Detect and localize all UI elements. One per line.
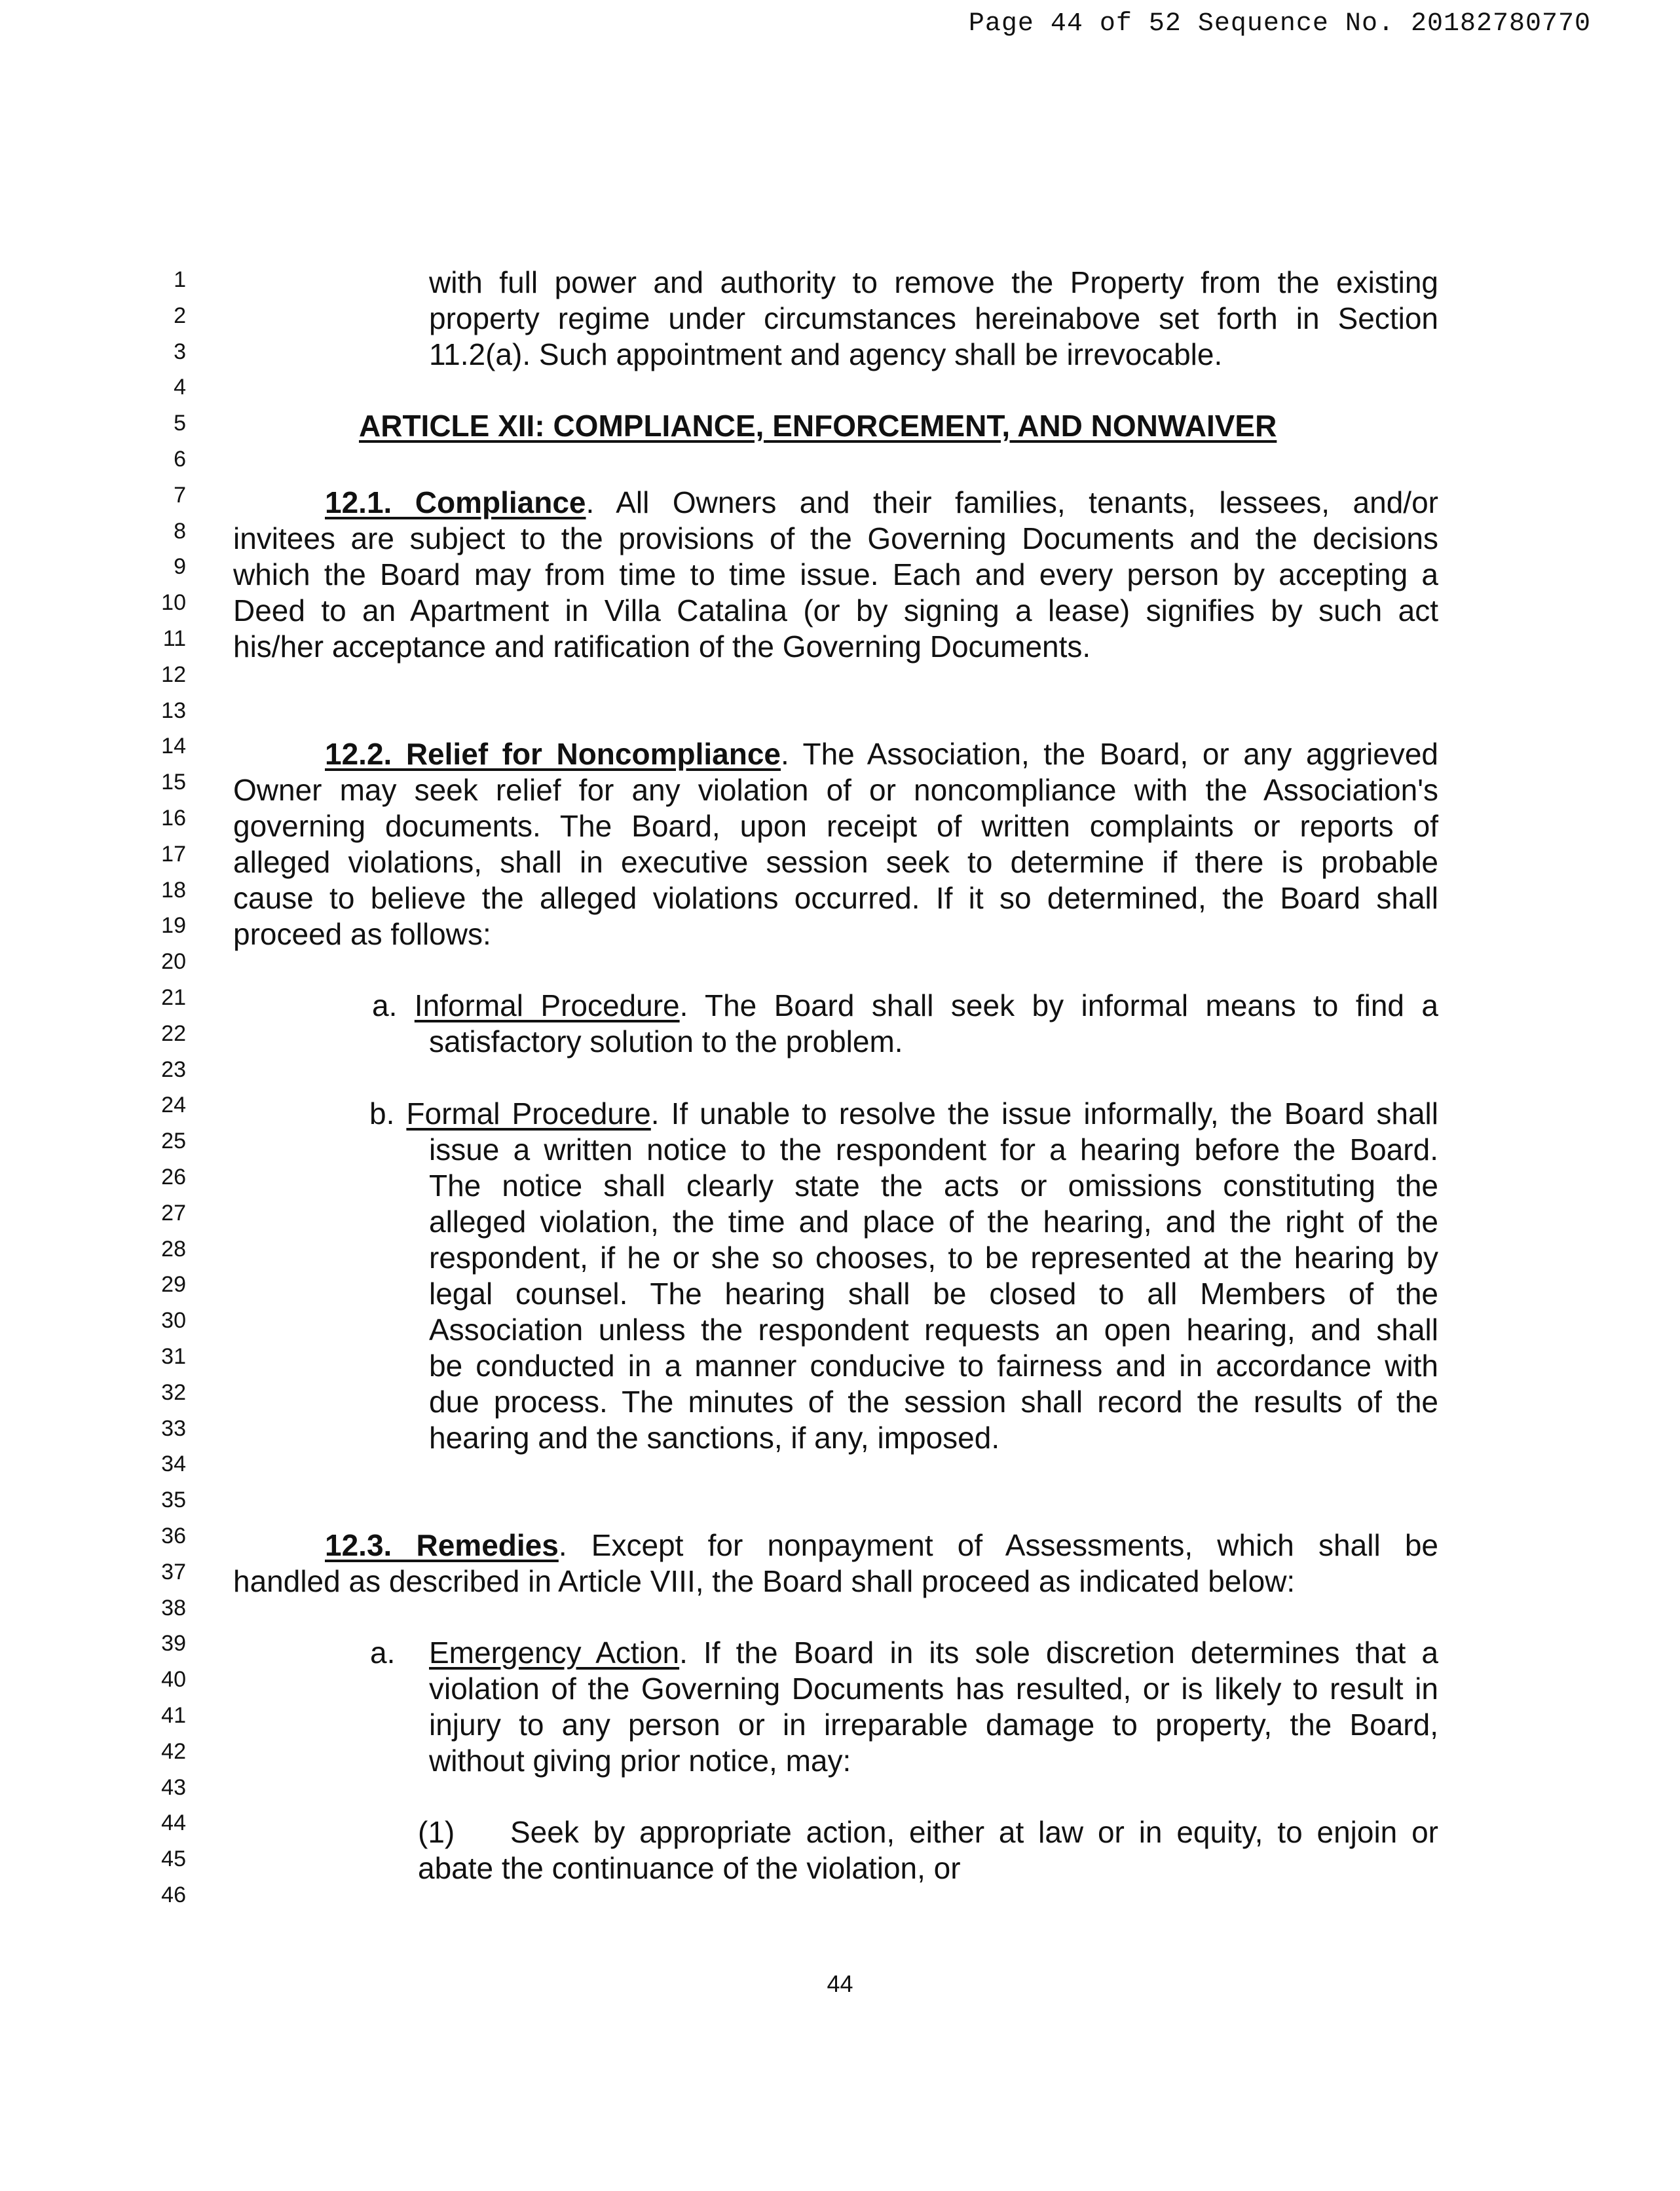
subsection-title: Emergency Action [429, 1636, 680, 1670]
line-number: 12 [161, 662, 186, 687]
line-number: 42 [161, 1738, 186, 1764]
line-number: 37 [161, 1559, 186, 1584]
text-line: legal counsel. The hearing shall be closed to all Members of the [429, 1277, 1438, 1311]
line-number: 2 [174, 303, 186, 328]
text-line: alleged violations, shall in executive session seek to determine if there is probable [233, 845, 1438, 879]
text-line: cause to believe the alleged violations occurred. If it so determined, the Board shall [233, 881, 1438, 915]
text-line: with full power and authority to remove the Property from the existing [429, 265, 1438, 299]
text-line: invitees are subject to the provisions of the Governing Documents and the decisions [233, 521, 1438, 555]
text-line: due process. The minutes of the session shall record the results of the [429, 1385, 1438, 1419]
line-number: 15 [161, 770, 186, 795]
line-number: 30 [161, 1308, 186, 1334]
text-line: Deed to an Apartment in Villa Catalina (or by signing a lease) signifies by such act [233, 593, 1438, 627]
line-number: 1 [174, 267, 186, 292]
text-line: his/her acceptance and ratification of the Governing Documents. [233, 629, 1091, 664]
line-number: 27 [161, 1200, 186, 1226]
text-line: Association unless the respondent requests an open hearing, and shall [429, 1313, 1438, 1347]
line-number: 21 [161, 985, 186, 1010]
line-number: 33 [161, 1415, 186, 1441]
list-item-first-line: Emergency Action. If the Board in its sole discretion determines that a [429, 1636, 1438, 1670]
line-number: 3 [174, 339, 186, 364]
line-number: 6 [174, 447, 186, 472]
section-heading: 12.2. Relief for Noncompliance [325, 737, 781, 771]
line-number: 22 [161, 1021, 186, 1046]
line-number: 10 [161, 590, 186, 616]
text-line: handled as described in Article VIII, the Board shall proceed as indicated below: [233, 1564, 1296, 1598]
section-heading: 12.3. Remedies [325, 1528, 559, 1562]
line-number: 40 [161, 1667, 186, 1693]
line-number: 19 [161, 913, 186, 939]
text-line: property regime under circumstances hereinabove set forth in Section [429, 301, 1438, 335]
line-number: 7 [174, 482, 186, 508]
line-number: 8 [174, 518, 186, 544]
text-line: respondent, if he or she so chooses, to be represented at the hearing by [429, 1241, 1438, 1275]
line-number: 41 [161, 1703, 186, 1728]
line-number: 34 [161, 1451, 186, 1477]
line-number: 29 [161, 1272, 186, 1298]
line-number: 28 [161, 1236, 186, 1262]
line-number: 26 [161, 1165, 186, 1189]
text-line: Owner may seek relief for any violation of or noncompliance with the Association's [233, 773, 1438, 807]
list-item-first-line: b. Formal Procedure. If unable to resolve the issue informally, the Board shall [369, 1096, 1438, 1131]
text-line: governing documents. The Board, upon receipt of written complaints or reports of [233, 809, 1438, 843]
line-number: 38 [161, 1595, 186, 1620]
line-number: 45 [161, 1846, 186, 1872]
list-marker: a. [370, 1636, 396, 1670]
text-line: injury to any person or in irreparable damage to property, the Board, [429, 1708, 1438, 1742]
line-number: 43 [161, 1774, 186, 1800]
line-number: 14 [161, 734, 186, 759]
page-header: Page 44 of 52 Sequence No. 20182780770 [968, 9, 1591, 39]
text-line: 11.2(a). Such appointment and agency shall be irrevocable. [429, 337, 1223, 371]
line-number: 36 [161, 1524, 186, 1548]
line-number: 31 [161, 1344, 186, 1369]
line-number: 18 [161, 877, 186, 903]
line-number: 5 [174, 411, 186, 436]
section-heading: 12.1. Compliance [325, 485, 586, 519]
text-line: satisfactory solution to the problem. [429, 1024, 903, 1058]
text-line: alleged violation, the time and place of the hearing, and the right of the [429, 1205, 1438, 1239]
text-line: violation of the Governing Documents has resulted, or is likely to result in [429, 1672, 1438, 1706]
line-number: 39 [161, 1631, 186, 1657]
section-first-line: 12.1. Compliance. All Owners and their families, tenants, lessees, and/or [325, 485, 1438, 519]
text-line: proceed as follows: [233, 917, 491, 951]
line-number: 4 [174, 375, 186, 400]
line-number: 44 [161, 1810, 186, 1836]
line-number: 20 [161, 949, 186, 975]
article-title: ARTICLE XII: COMPLIANCE, ENFORCEMENT, AND NONWAIVER [359, 409, 1277, 443]
line-number: 13 [161, 698, 186, 723]
line-number: 16 [161, 806, 186, 831]
line-number: 25 [161, 1129, 186, 1154]
list-marker: (1) [418, 1815, 455, 1849]
list-item-first-line: a. Informal Procedure. The Board shall seek by informal means to find a [372, 988, 1438, 1022]
text-line: hearing and the sanctions, if any, imposed. [429, 1421, 1000, 1455]
line-number: 23 [161, 1057, 186, 1082]
section-first-line: 12.3. Remedies. Except for nonpayment of Assessments, which shall be [325, 1528, 1439, 1562]
text-line: be conducted in a manner conducive to fairness and in accordance with [429, 1349, 1438, 1383]
text-line: without giving prior notice, may: [429, 1744, 851, 1778]
text-line: issue a written notice to the respondent for a hearing before the Board. [429, 1133, 1438, 1167]
text-line: which the Board may from time to time issue. Each and every person by accepting a [233, 557, 1438, 591]
line-number: 35 [161, 1488, 186, 1513]
line-number: 24 [161, 1093, 186, 1118]
line-number: 46 [161, 1882, 186, 1907]
page-number: 44 [827, 1970, 853, 1997]
text-line: abate the continuance of the violation, or [418, 1851, 961, 1885]
text-line: The notice shall clearly state the acts or omissions constituting the [429, 1169, 1438, 1203]
line-number: 17 [161, 841, 186, 867]
line-number: 32 [161, 1379, 186, 1405]
line-number: 11 [162, 626, 186, 651]
text-line: Seek by appropriate action, either at law or in equity, to enjoin or [510, 1815, 1438, 1849]
subsection-title: Informal Procedure [414, 988, 680, 1022]
section-first-line: 12.2. Relief for Noncompliance. The Association, the Board, or any aggrieved [325, 737, 1438, 771]
subsection-title: Formal Procedure [406, 1096, 651, 1131]
line-number: 9 [174, 554, 186, 580]
